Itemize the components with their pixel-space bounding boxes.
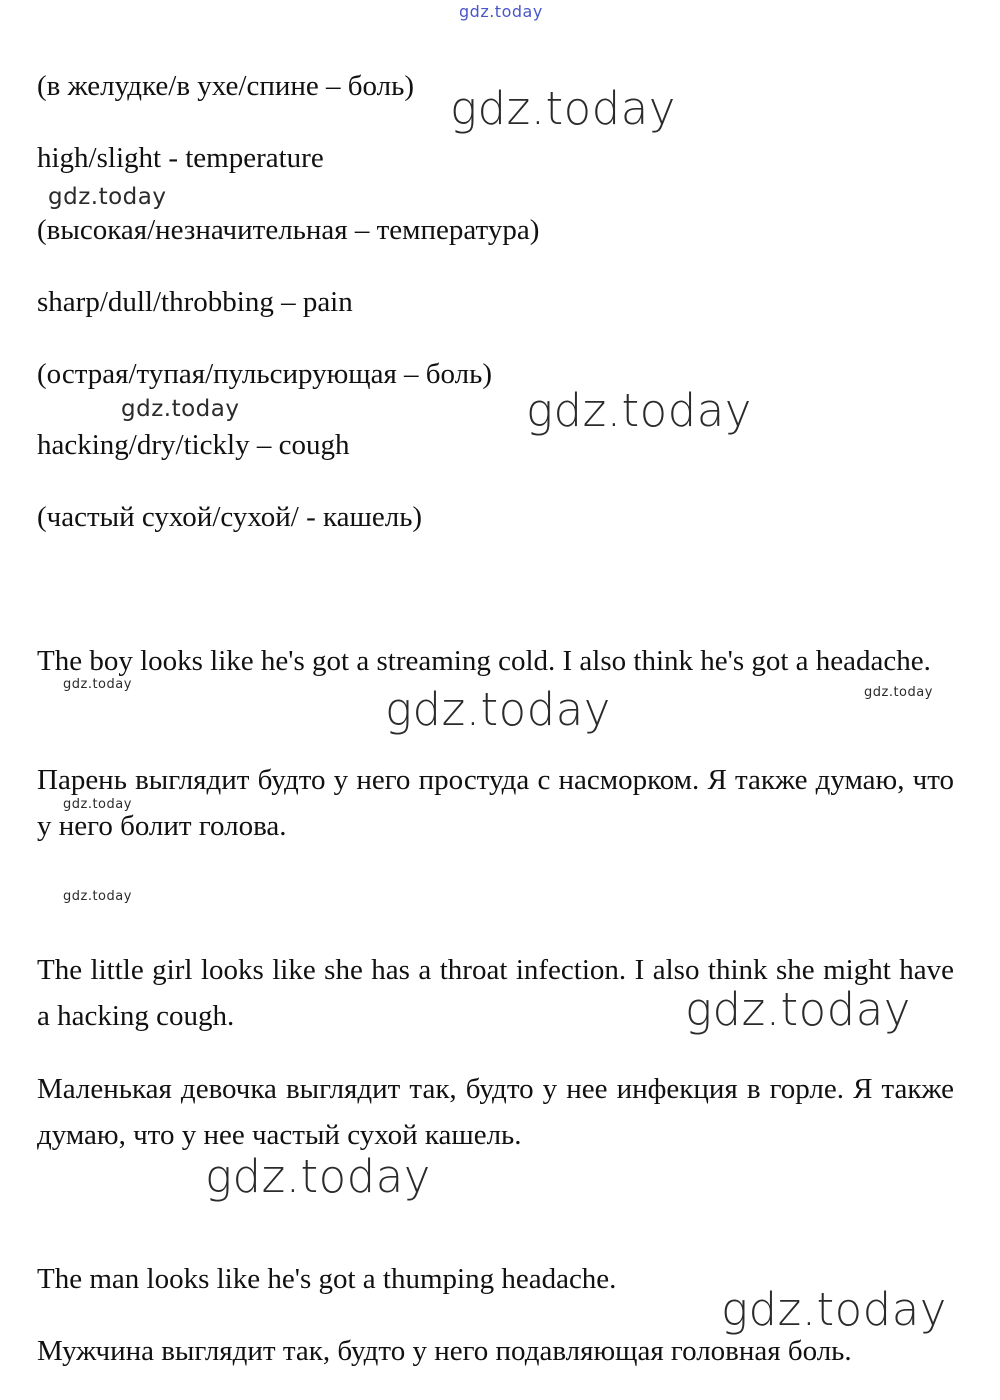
watermark-large: gdz.today [450, 82, 676, 135]
watermark-large: gdz.today [721, 1283, 947, 1336]
vocab-line: hacking/dry/tickly – cough [37, 429, 350, 461]
watermark-small: gdz.today [63, 889, 132, 904]
paragraph-english: The man looks like he's got a thumping headache. [37, 1263, 617, 1295]
vocab-line: high/slight - temperature [37, 142, 324, 174]
paragraph-russian: Маленькая девочка выглядит так, будто у нее инфекция в горле. Я также думаю, что у нее частый сухой кашель. [37, 1073, 954, 1151]
watermark-medium: gdz.today [48, 184, 167, 210]
paragraph-russian: Парень выглядит будто у него простуда с насморком. Я также думаю, что у него болит голова. [37, 764, 954, 842]
watermark-top: gdz.today [459, 2, 543, 21]
paragraph-english: The little girl looks like she has a throat infection. I also think she might have a hacking cough. [37, 954, 954, 1032]
paragraph-english: The boy looks like he's got a streaming cold. I also think he's got a headache. [37, 645, 931, 677]
watermark-small: gdz.today [864, 685, 933, 700]
vocab-line: (острая/тупая/пульсирующая – боль) [37, 358, 493, 390]
watermark-large: gdz.today [385, 683, 611, 736]
watermark-large: gdz.today [526, 384, 752, 437]
watermark-medium: gdz.today [121, 396, 240, 422]
watermark-large: gdz.today [205, 1150, 431, 1203]
vocab-line: (в желудке/в ухе/спине – боль) [37, 70, 414, 102]
vocab-line: (частый сухой/сухой/ - кашель) [37, 501, 423, 533]
watermark-large: gdz.today [685, 983, 911, 1036]
watermark-small: gdz.today [63, 797, 132, 812]
vocab-line: sharp/dull/throbbing – pain [37, 286, 353, 318]
paragraph-russian: Мужчина выглядит так, будто у него подавляющая головная боль. [37, 1335, 852, 1367]
vocab-line: (высокая/незначительная – температура) [37, 214, 540, 246]
watermark-small: gdz.today [63, 677, 132, 692]
